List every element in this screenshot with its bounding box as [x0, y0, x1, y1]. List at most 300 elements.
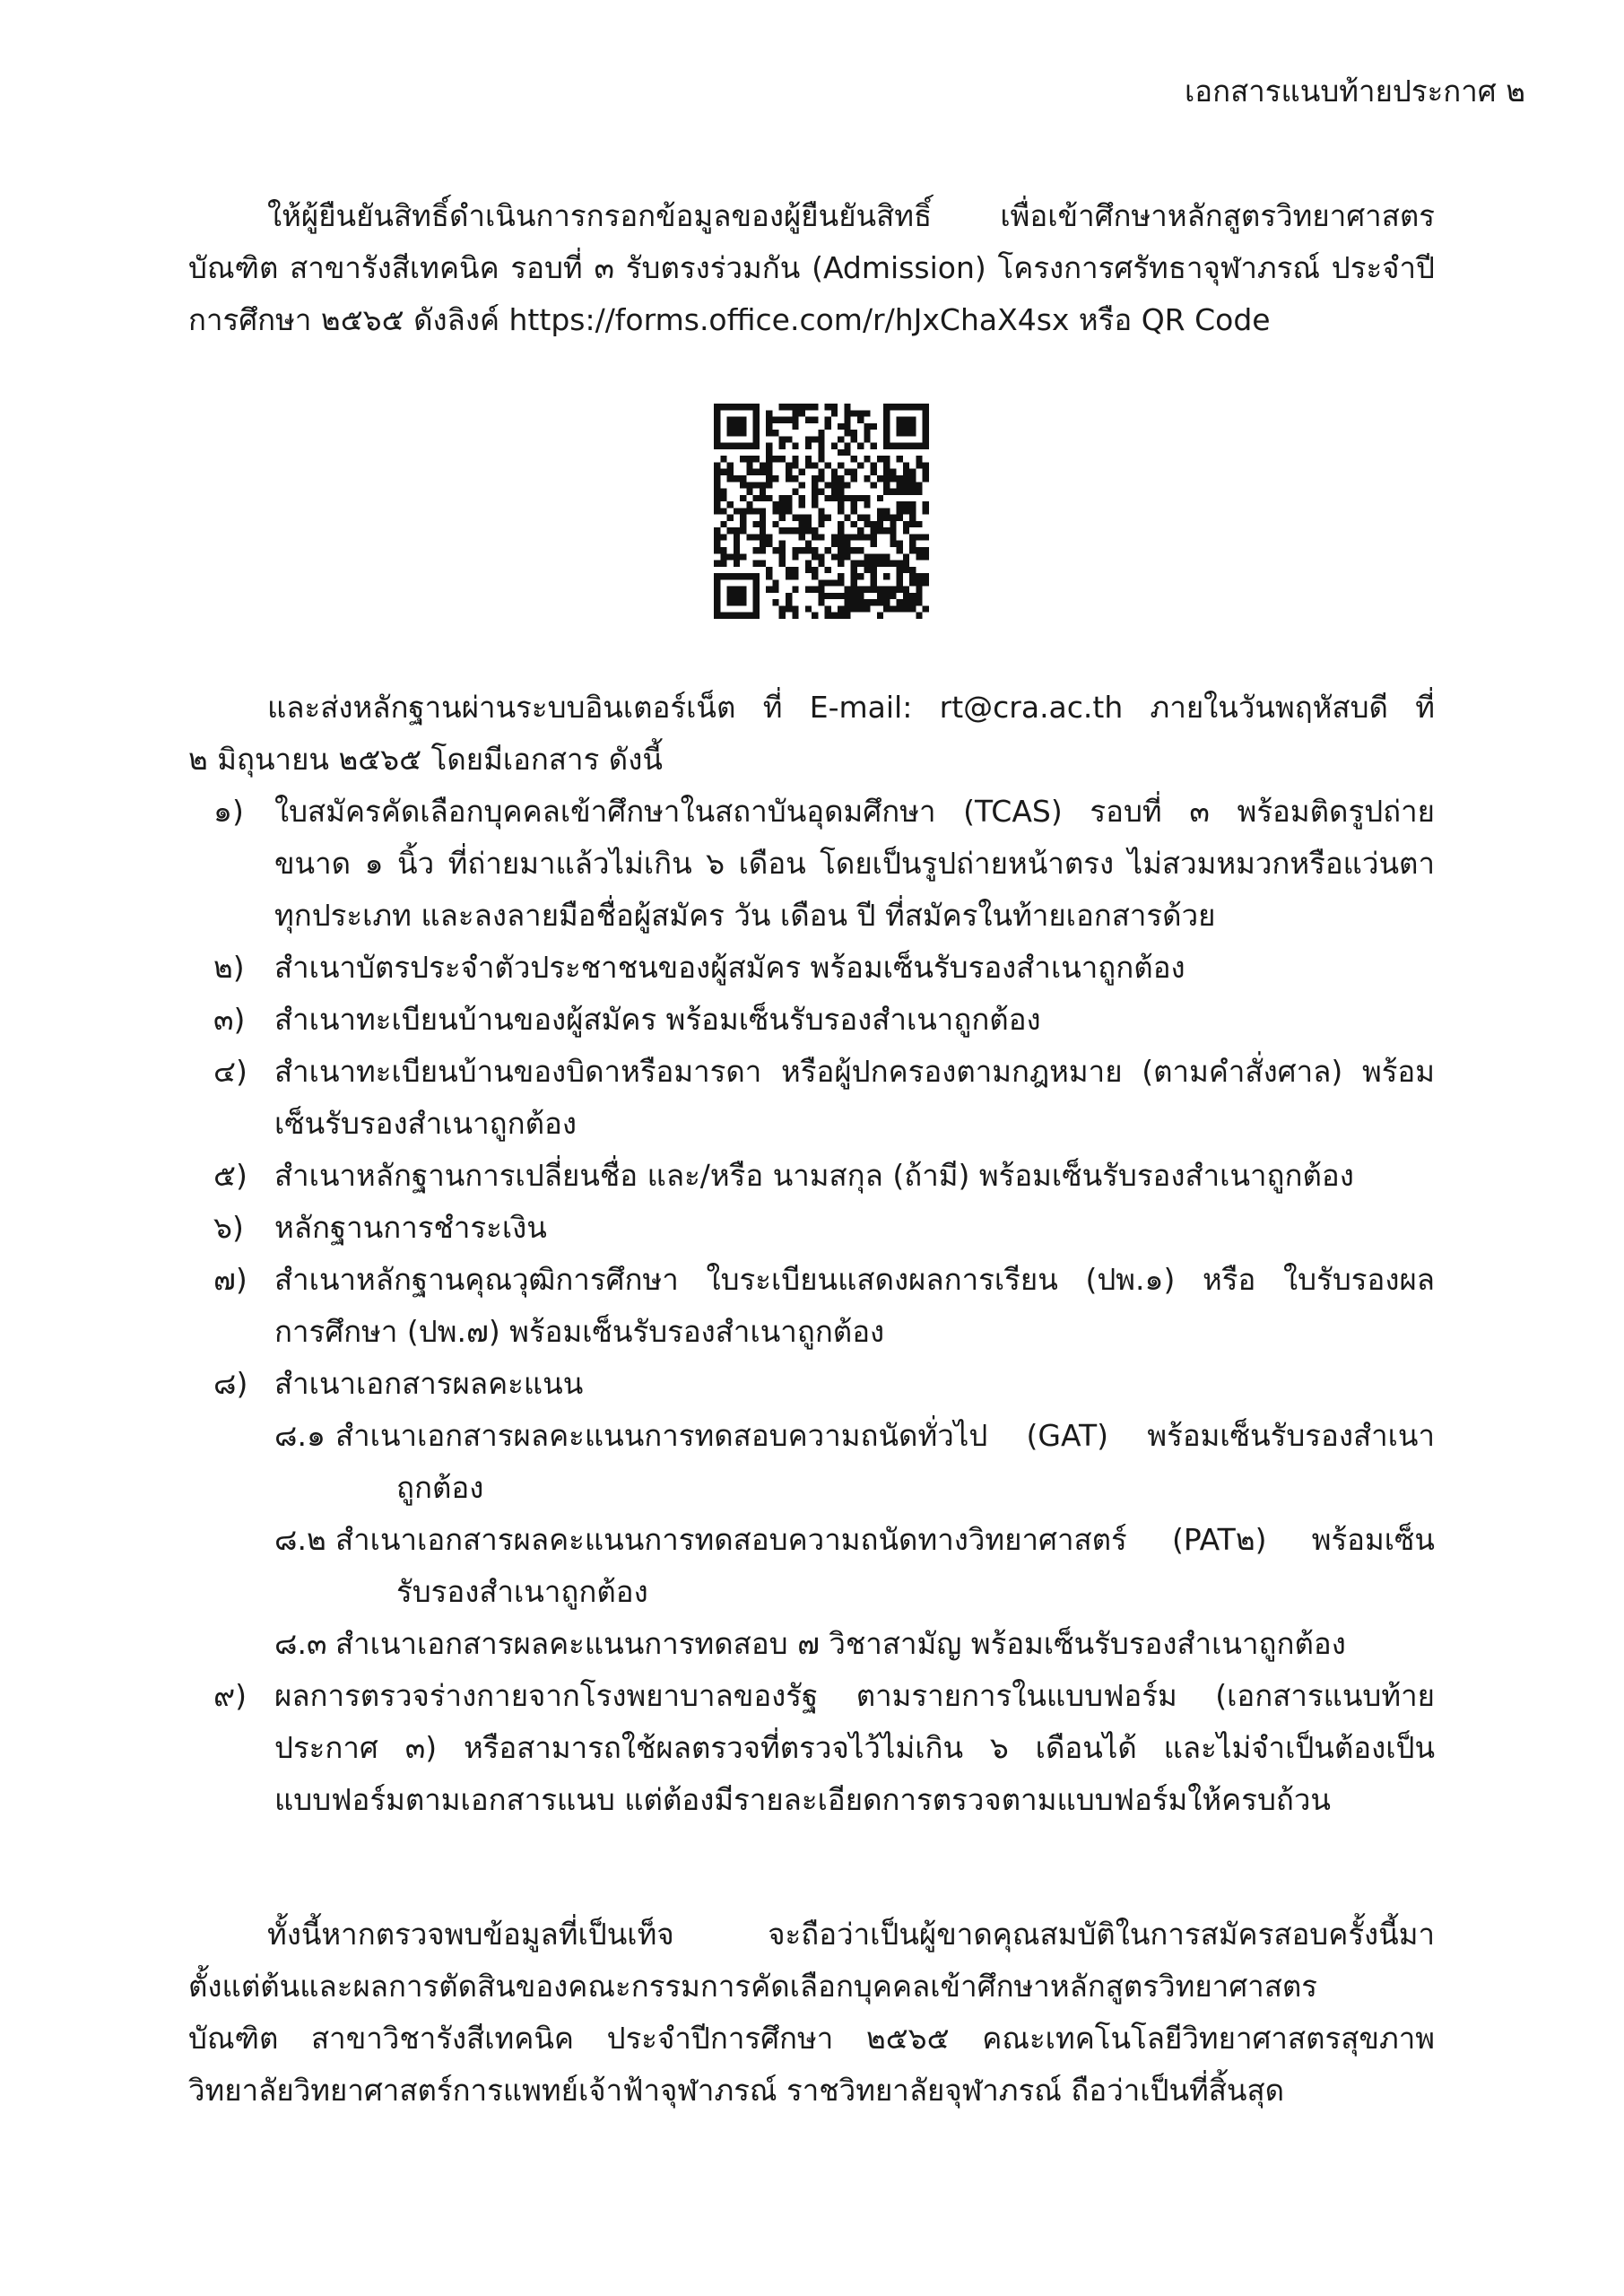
- qr-module: [838, 541, 844, 547]
- qr-module: [831, 495, 838, 501]
- qr-module: [714, 430, 720, 436]
- qr-module: [838, 593, 844, 599]
- qr-module: [812, 501, 818, 508]
- qr-module: [714, 508, 720, 514]
- qr-module: [877, 521, 883, 527]
- qr-module: [727, 573, 734, 579]
- qr-module: [903, 475, 909, 482]
- list-item-number: ๑): [213, 794, 244, 829]
- qr-module: [727, 599, 734, 605]
- qr-module: [786, 469, 792, 475]
- qr-module: [766, 495, 772, 501]
- qr-module: [753, 430, 760, 436]
- qr-module: [760, 515, 766, 521]
- qr-module: [720, 469, 726, 475]
- qr-module: [897, 443, 903, 449]
- qr-module: [772, 587, 778, 593]
- list-item-number: ๙): [213, 1678, 248, 1713]
- qr-module: [923, 534, 929, 540]
- qr-module: [766, 482, 772, 488]
- qr-module: [831, 404, 838, 410]
- qr-module: [890, 489, 896, 495]
- list-item: [188, 786, 1435, 942]
- qr-module: [812, 417, 818, 423]
- qr-module: [851, 508, 857, 514]
- qr-module: [903, 587, 909, 593]
- qr-module: [903, 553, 909, 560]
- qr-module: [753, 587, 760, 593]
- qr-module: [727, 404, 734, 410]
- qr-module: [766, 456, 772, 462]
- qr-module: [877, 475, 883, 482]
- qr-module: [864, 410, 870, 416]
- qr-module: [734, 613, 740, 619]
- qr-module: [857, 599, 864, 605]
- qr-module: [805, 417, 812, 423]
- qr-module: [760, 495, 766, 501]
- qr-module: [916, 443, 922, 449]
- qr-module: [818, 599, 824, 605]
- qr-module: [753, 469, 760, 475]
- qr-module: [720, 508, 726, 514]
- qr-module: [844, 449, 850, 456]
- qr-module: [909, 430, 916, 436]
- qr-module: [825, 593, 831, 599]
- qr-module: [851, 436, 857, 442]
- qr-module: [766, 475, 772, 482]
- qr-module: [877, 561, 883, 567]
- qr-module: [779, 515, 786, 521]
- qr-module: [734, 534, 740, 540]
- qr-module: [714, 534, 720, 540]
- qr-module: [851, 599, 857, 605]
- qr-module: [909, 469, 916, 475]
- qr-module: [714, 462, 720, 468]
- qr-module: [916, 482, 922, 488]
- qr-module: [851, 469, 857, 475]
- intro-line: การศึกษา ๒๕๖๕ ดังลิงค์ https://forms.office.com/r/hJxChaX4sx หรือ QR Code: [188, 302, 1271, 337]
- qr-module: [864, 553, 870, 560]
- qr-module: [812, 489, 818, 495]
- qr-module: [883, 430, 890, 436]
- qr-module: [786, 605, 792, 612]
- qr-module: [831, 443, 838, 449]
- qr-module: [857, 561, 864, 567]
- qr-module: [812, 436, 818, 442]
- qr-module: [883, 527, 890, 534]
- qr-module: [740, 599, 746, 605]
- qr-module: [851, 579, 857, 586]
- qr-module: [805, 404, 812, 410]
- qr-module: [883, 508, 890, 514]
- qr-module: [734, 417, 740, 423]
- qr-module: [734, 573, 740, 579]
- qr-module: [734, 423, 740, 430]
- qr-module: [779, 553, 786, 560]
- qr-module: [871, 443, 877, 449]
- qr-module: [746, 508, 752, 514]
- qr-module: [844, 534, 850, 540]
- qr-module: [883, 462, 890, 468]
- qr-module: [720, 613, 726, 619]
- qr-module: [766, 462, 772, 468]
- qr-module: [909, 599, 916, 605]
- qr-module: [897, 547, 903, 553]
- qr-module: [825, 495, 831, 501]
- qr-module: [720, 404, 726, 410]
- qr-module: [890, 404, 896, 410]
- qr-module: [890, 587, 896, 593]
- qr-module: [812, 527, 818, 534]
- qr-module: [746, 469, 752, 475]
- qr-module: [897, 541, 903, 547]
- qr-module: [734, 475, 740, 482]
- qr-module: [916, 599, 922, 605]
- qr-module: [890, 475, 896, 482]
- qr-module: [786, 567, 792, 573]
- qr-module: [851, 475, 857, 482]
- qr-module: [890, 443, 896, 449]
- qr-module: [766, 541, 772, 547]
- list-item-number: ๗): [213, 1262, 248, 1297]
- qr-module: [792, 456, 798, 462]
- qr-module: [897, 573, 903, 579]
- qr-module: [753, 613, 760, 619]
- qr-module: [734, 527, 740, 534]
- qr-module: [714, 495, 720, 501]
- qr-module: [772, 430, 778, 436]
- qr-module: [746, 489, 752, 495]
- sub-list-item: [188, 1514, 1435, 1618]
- qr-module: [714, 573, 720, 579]
- qr-module: [792, 410, 798, 416]
- qr-module: [838, 508, 844, 514]
- qr-module: [851, 605, 857, 612]
- qr-module: [753, 482, 760, 488]
- qr-module: [760, 521, 766, 527]
- qr-module: [792, 567, 798, 573]
- qr-module: [772, 456, 778, 462]
- qr-module: [799, 501, 805, 508]
- qr-module: [714, 469, 720, 475]
- qr-module: [772, 547, 778, 553]
- list-item: [188, 1046, 1435, 1150]
- list-item-number: ๒): [213, 950, 245, 985]
- qr-module: [831, 489, 838, 495]
- list-item-line: สำเนาทะเบียนบ้านของบิดาหรือมารดา หรือผู้ปกครองตามกฎหมาย (ตามคำสั่งศาล) พร้อม: [274, 1054, 1435, 1089]
- qr-module: [831, 469, 838, 475]
- qr-module: [916, 593, 922, 599]
- qr-module: [923, 423, 929, 430]
- qr-module: [897, 567, 903, 573]
- required-documents-list: [188, 786, 1435, 1826]
- qr-module: [812, 547, 818, 553]
- qr-module: [831, 482, 838, 488]
- submission-line: และส่งหลักฐานผ่านระบบอินเตอร์เน็ต ที่ E-mail: rt@cra.ac.th ภายในวันพฤหัสบดี ที่: [267, 690, 1435, 725]
- qr-module: [740, 613, 746, 619]
- qr-module: [844, 410, 850, 416]
- sub-list-item-line: สำเนาเอกสารผลคะแนนการทดสอบความถนัดทางวิทยาศาสตร์ (PAT๒) พร้อมเซ็น: [335, 1522, 1435, 1557]
- qr-module: [740, 423, 746, 430]
- list-item: [188, 1670, 1435, 1826]
- qr-module: [740, 553, 746, 560]
- qr-module: [786, 593, 792, 599]
- qr-module: [923, 469, 929, 475]
- qr-module: [792, 404, 798, 410]
- qr-module: [734, 553, 740, 560]
- qr-module: [792, 613, 798, 619]
- qr-module: [903, 469, 909, 475]
- qr-module: [864, 456, 870, 462]
- qr-module: [877, 495, 883, 501]
- list-item-line: การศึกษา (ปพ.๗) พร้อมเซ็นรับรองสำเนาถูกต้อง: [274, 1314, 885, 1349]
- qr-module: [903, 599, 909, 605]
- qr-module: [923, 553, 929, 560]
- qr-module: [838, 436, 844, 442]
- qr-module: [871, 462, 877, 468]
- qr-module: [923, 508, 929, 514]
- qr-module: [883, 469, 890, 475]
- qr-module: [923, 462, 929, 468]
- qr-module: [877, 587, 883, 593]
- qr-module: [838, 489, 844, 495]
- qr-module: [857, 495, 864, 501]
- qr-module: [883, 410, 890, 416]
- qr-module: [877, 515, 883, 521]
- qr-module: [825, 404, 831, 410]
- qr-module: [799, 495, 805, 501]
- qr-module: [857, 515, 864, 521]
- qr-module: [916, 573, 922, 579]
- qr-module: [864, 475, 870, 482]
- qr-module: [760, 547, 766, 553]
- sub-list-item-line: สำเนาเอกสารผลคะแนนการทดสอบ ๗ วิชาสามัญ พร้อมเซ็นรับรองสำเนาถูกต้อง: [335, 1626, 1346, 1661]
- qr-module: [903, 527, 909, 534]
- qr-module: [812, 495, 818, 501]
- qr-module: [864, 605, 870, 612]
- qr-module: [923, 547, 929, 553]
- qr-module: [714, 599, 720, 605]
- qr-module: [766, 573, 772, 579]
- qr-module: [818, 430, 824, 436]
- qr-module: [772, 599, 778, 605]
- qr-module: [714, 613, 720, 619]
- qr-module: [734, 599, 740, 605]
- list-item-line: สำเนาหลักฐานการเปลี่ยนชื่อ และ/หรือ นามสกุล (ถ้ามี) พร้อมเซ็นรับรองสำเนาถูกต้อง: [274, 1158, 1354, 1193]
- qr-module: [916, 456, 922, 462]
- qr-module: [864, 587, 870, 593]
- qr-module: [786, 573, 792, 579]
- qr-module: [792, 573, 798, 579]
- qr-module: [857, 534, 864, 540]
- qr-module: [805, 527, 812, 534]
- qr-module: [909, 547, 916, 553]
- qr-module: [760, 462, 766, 468]
- qr-module: [720, 553, 726, 560]
- qr-module: [714, 587, 720, 593]
- qr-module: [760, 561, 766, 567]
- qr-module: [740, 456, 746, 462]
- qr-module: [812, 462, 818, 468]
- qr-module: [799, 482, 805, 488]
- qr-module: [864, 567, 870, 573]
- qr-module: [714, 593, 720, 599]
- qr-module: [909, 404, 916, 410]
- qr-module: [792, 527, 798, 534]
- qr-module: [720, 534, 726, 540]
- list-item-line: เซ็นรับรองสำเนาถูกต้อง: [274, 1106, 577, 1141]
- qr-module: [740, 593, 746, 599]
- qr-module: [753, 593, 760, 599]
- qr-module: [923, 501, 929, 508]
- qr-module: [897, 430, 903, 436]
- qr-module: [714, 527, 720, 534]
- qr-module: [844, 553, 850, 560]
- qr-module: [772, 501, 778, 508]
- list-item: [188, 942, 1435, 994]
- qr-module: [746, 404, 752, 410]
- qr-module: [753, 573, 760, 579]
- qr-module: [818, 469, 824, 475]
- qr-module: [805, 605, 812, 612]
- qr-code[interactable]: [714, 404, 929, 619]
- qr-module: [714, 482, 720, 488]
- qr-module: [923, 430, 929, 436]
- qr-module: [871, 553, 877, 560]
- qr-module: [838, 449, 844, 456]
- qr-code-image[interactable]: [714, 404, 929, 619]
- qr-module: [818, 443, 824, 449]
- list-item: [188, 1150, 1435, 1202]
- qr-module: [883, 443, 890, 449]
- list-item-line: แบบฟอร์มตามเอกสารแนบ แต่ต้องมีรายละเอียดการตรวจตามแบบฟอร์มให้ครบถ้วน: [274, 1782, 1331, 1817]
- qr-module: [792, 475, 798, 482]
- qr-module: [805, 462, 812, 468]
- qr-module: [805, 541, 812, 547]
- qr-module: [766, 469, 772, 475]
- qr-module: [838, 561, 844, 567]
- qr-module: [753, 547, 760, 553]
- qr-module: [883, 587, 890, 593]
- qr-module: [923, 475, 929, 482]
- qr-module: [844, 443, 850, 449]
- list-item-line: หลักฐานการชำระเงิน: [274, 1210, 547, 1245]
- qr-module: [786, 404, 792, 410]
- qr-module: [844, 547, 850, 553]
- qr-module: [864, 430, 870, 436]
- qr-module: [844, 469, 850, 475]
- qr-module: [734, 547, 740, 553]
- qr-module: [890, 561, 896, 567]
- qr-module: [909, 541, 916, 547]
- qr-module: [831, 613, 838, 619]
- qr-module: [838, 482, 844, 488]
- qr-module: [851, 587, 857, 593]
- qr-module: [857, 605, 864, 612]
- qr-module: [753, 436, 760, 442]
- intro-line: บัณฑิต สาขารังสีเทคนิค รอบที่ ๓ รับตรงร่วมกัน (Admission) โครงการศรัทธาจุฬาภรณ์ ประจำปี: [188, 250, 1435, 285]
- list-item-number: ๖): [213, 1210, 244, 1245]
- qr-module: [753, 443, 760, 449]
- list-item: [188, 994, 1435, 1046]
- qr-module: [812, 613, 818, 619]
- qr-module: [727, 475, 734, 482]
- qr-module: [877, 613, 883, 619]
- submission-line: ๒ มิถุนายน ๒๕๖๕ โดยมีเอกสาร ดังนี้: [188, 742, 663, 777]
- qr-module: [897, 561, 903, 567]
- qr-module: [897, 489, 903, 495]
- qr-module: [734, 593, 740, 599]
- qr-module: [812, 404, 818, 410]
- qr-module: [897, 587, 903, 593]
- qr-module: [714, 541, 720, 547]
- qr-module: [838, 475, 844, 482]
- qr-module: [753, 423, 760, 430]
- qr-module: [727, 613, 734, 619]
- qr-module: [825, 567, 831, 573]
- qr-module: [909, 515, 916, 521]
- qr-module: [844, 587, 850, 593]
- qr-module: [792, 423, 798, 430]
- qr-module: [883, 599, 890, 605]
- qr-module: [871, 521, 877, 527]
- list-item-line: ขนาด ๑ นิ้ว ที่ถ่ายมาแล้วไม่เกิน ๖ เดือน โดยเป็นรูปถ่ายหน้าตรง ไม่สวมหมวกหรือแว่นตา: [274, 846, 1435, 881]
- qr-module: [844, 593, 850, 599]
- qr-module: [766, 417, 772, 423]
- qr-module: [851, 547, 857, 553]
- qr-module: [779, 613, 786, 619]
- qr-module: [714, 423, 720, 430]
- qr-module: [799, 527, 805, 534]
- qr-module: [851, 501, 857, 508]
- qr-module: [897, 417, 903, 423]
- sub-list-item-line: ถูกต้อง: [396, 1470, 484, 1505]
- qr-module: [890, 521, 896, 527]
- qr-module: [838, 495, 844, 501]
- closing-paragraph: [188, 1909, 1435, 2117]
- qr-module: [838, 521, 844, 527]
- qr-module: [753, 456, 760, 462]
- qr-module: [746, 613, 752, 619]
- qr-module: [779, 404, 786, 410]
- qr-module: [909, 501, 916, 508]
- qr-module: [864, 599, 870, 605]
- qr-module: [844, 404, 850, 410]
- qr-module: [792, 489, 798, 495]
- qr-module: [734, 508, 740, 514]
- qr-module: [746, 443, 752, 449]
- qr-module: [857, 573, 864, 579]
- qr-module: [916, 553, 922, 560]
- qr-module: [903, 423, 909, 430]
- qr-module: [734, 541, 740, 547]
- qr-module: [909, 423, 916, 430]
- qr-module: [799, 410, 805, 416]
- qr-module: [772, 579, 778, 586]
- qr-module: [897, 404, 903, 410]
- qr-module: [897, 508, 903, 514]
- qr-module: [871, 469, 877, 475]
- qr-module: [844, 599, 850, 605]
- qr-module: [897, 501, 903, 508]
- qr-module: [903, 567, 909, 573]
- qr-module: [844, 423, 850, 430]
- qr-module: [792, 553, 798, 560]
- qr-module: [779, 508, 786, 514]
- qr-module: [772, 508, 778, 514]
- qr-module: [799, 469, 805, 475]
- qr-module: [714, 561, 720, 567]
